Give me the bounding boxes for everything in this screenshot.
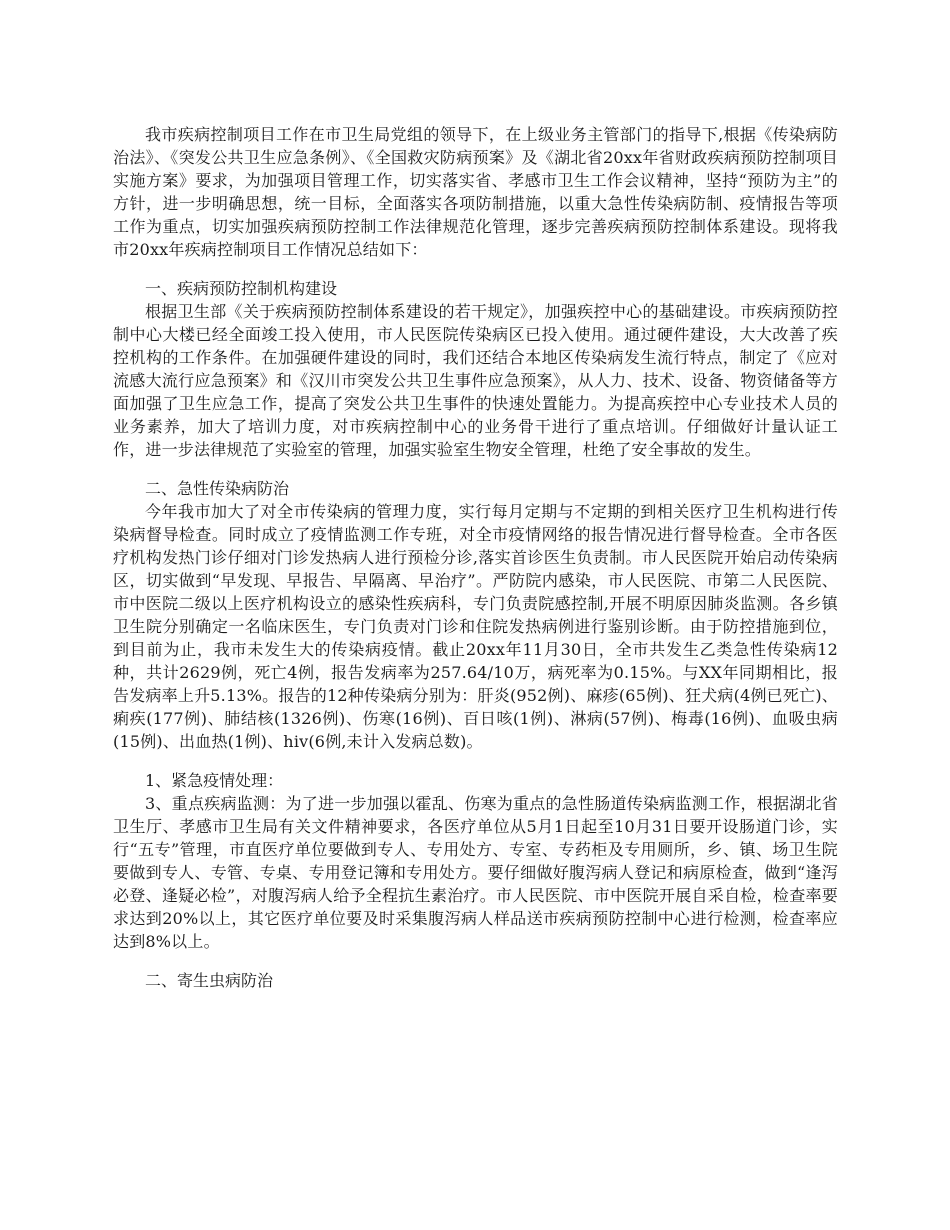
section-heading-institution: 一、疾病预防控制机构建设: [145, 279, 338, 298]
intro-paragraph: 我市疾病控制项目工作在市卫生局党组的领导下，在上级业务主管部门的指导下,根据《传染病防治法》、《突发公共卫生应急条例》、《全国救灾防病预案》及《湖北省20xx年省财政疾病预防控制项目实施方案》要求，为加强项目管理工作，切实落实省、孝感市卫生工作会议精神，坚持“预防为主”的方针，进一步明确思想，统一目标，全面落实各项防制措施，以重大急性传染病防制、疫情报告等项工作为重点，切实加强疾病预防控制工作法律规范化管理，逐步完善疾病预防控制体系建设。现将我市20xx年疾病控制项目工作情况总结如下：: [113, 125, 838, 259]
surveillance-paragraph: 3、重点疾病监测：为了进一步加强以霍乱、伤寒为重点的急性肠道传染病监测工作，根据湖北省卫生厅、孝感市卫生局有关文件精神要求，各医疗单位从5月1日起至10月31日要开设肠道门诊，实行“五专”管理，市直医疗单位要做到专人、专用处方、专室、专药柜及专用厕所，乡、镇、场卫生院要做到专人、专管、专桌、专用登记簿和专用处方。要仔细做好腹泻病人登记和病原检查，做到“逢泻必登、逢疑必检”，对腹泻病人给予全程抗生素治疗。市人民医院、市中医院开展自采自检，检查率要求达到20%以上，其它医疗单位要及时采集腹泻病人样品送市疾病预防控制中心进行检测，检查率应达到8%以上。: [113, 794, 838, 951]
subheading-emergency: 1、紧急疫情处理：: [145, 771, 284, 790]
institution-paragraph: 根据卫生部《关于疾病预防控制体系建设的若干规定》，加强疾控中心的基础建设。市疾病预防控制中心大楼已经全面竣工投入使用，市人民医院传染病区已投入使用。通过硬件建设，大大改善了疾控机构的工作条件。在加强硬件建设的同时，我们还结合本地区传染病发生流行特点，制定了《应对流感大流行应急预案》和《汉川市突发公共卫生事件应急预案》，从人力、技术、设备、物资储备等方面加强了卫生应急工作，提高了突发公共卫生事件的快速处置能力。为提高疾控中心专业技术人员的业务素养，加大了培训力度，对市疾病控制中心的业务骨干进行了重点培训。仔细做好计量认证工作，进一步法律规范了实验室的管理，加强实验室生物安全管理，杜绝了安全事故的发生。: [113, 302, 838, 459]
acute-disease-paragraph: 今年我市加大了对全市传染病的管理力度，实行每月定期与不定期的到相关医疗卫生机构进行传染病督导检查。同时成立了疫情监测工作专班，对全市疫情网络的报告情况进行督导检查。全市各医疗机构发热门诊仔细对门诊发热病人进行预检分诊,落实首诊医生负责制。市人民医院开始启动传染病区，切实做到“早发现、早报告、早隔离、早治疗”。严防院内感染，市人民医院、市第二人民医院、市中医院二级以上医疗机构设立的感染性疾病科，专门负责院感控制,开展不明原因肺炎监测。各乡镇卫生院分别确定一名临床医生，专门负责对门诊和住院发热病例进行鉴别诊断。由于防控措施到位，到目前为止，我市未发生大的传染病疫情。截止20xx年11月30日，全市共发生乙类急性传染病12种，共计2629例，死亡4例，报告发病率为257.64/10万，病死率为0.15%。与XX年同期相比，报告发病率上升5.13%。报告的12种传染病分别为：肝炎(952例)、麻疹(65例)、狂犬病(4例已死亡)、痢疾(177例)、肺结核(1326例)、伤寒(16例)、百日咳(1例)、淋病(57例)、梅毒(16例)、血吸虫病(15例)、出血热(1例)、hiv(6例,未计入发病总数)。: [113, 502, 838, 751]
section-heading-parasite: 二、寄生虫病防治: [145, 971, 274, 990]
section-heading-acute-disease: 二、急性传染病防治: [145, 479, 290, 498]
document-page: [113, 123, 838, 992]
